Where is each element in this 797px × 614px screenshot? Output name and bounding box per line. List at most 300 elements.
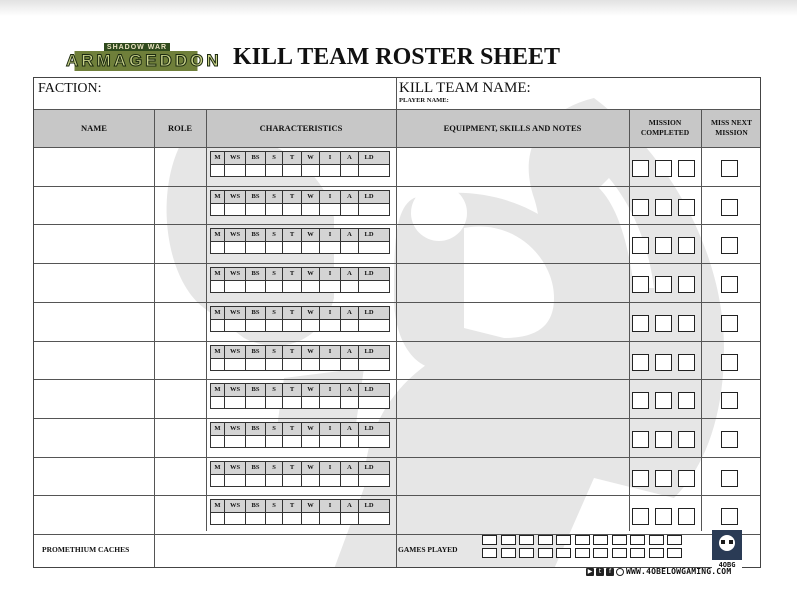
stat-header: W (302, 307, 320, 319)
characteristics-table[interactable] (210, 422, 390, 448)
grid-line (34, 341, 761, 342)
stat-value-field[interactable] (246, 165, 266, 177)
miss-next-mission-checkbox[interactable] (721, 276, 738, 293)
stat-value-field[interactable] (246, 359, 266, 371)
stat-value-field[interactable] (225, 320, 246, 332)
games-played-checkbox[interactable] (667, 535, 682, 545)
stat-value-field[interactable] (225, 436, 246, 448)
characteristics-value-row[interactable] (211, 359, 389, 371)
stat-header: BS (246, 423, 266, 435)
badge-text: 4OBG (718, 561, 736, 568)
games-played-checkbox[interactable] (501, 535, 516, 545)
stat-value-field[interactable] (246, 320, 266, 332)
games-played-checkbox[interactable] (667, 548, 682, 558)
stat-value-field[interactable] (283, 359, 302, 371)
mission-completed-checkbox[interactable] (632, 431, 649, 448)
stat-header: A (341, 152, 359, 164)
games-played-checkbox[interactable] (538, 535, 553, 545)
characteristics-table[interactable] (210, 383, 390, 409)
stat-value-field[interactable] (341, 436, 359, 448)
miss-next-mission-checkbox[interactable] (721, 315, 738, 332)
stat-header: LD (364, 308, 374, 316)
mission-completed-checkbox[interactable] (632, 392, 649, 409)
stat-header: BS (246, 229, 266, 241)
stat-header: W (302, 268, 320, 280)
games-played-label: GAMES PLAYED (398, 545, 458, 554)
stat-header: WS (225, 191, 246, 203)
miss-next-mission-checkbox[interactable] (721, 199, 738, 216)
characteristics-value-row[interactable] (211, 397, 389, 409)
stat-value-field[interactable] (341, 397, 359, 409)
facebook-icon[interactable]: f (606, 568, 614, 576)
stat-value-field[interactable] (211, 320, 225, 332)
mission-completed-checkbox[interactable] (655, 470, 672, 487)
stat-header: LD (364, 463, 374, 471)
stat-value-field[interactable] (246, 242, 266, 254)
games-played-checkbox[interactable] (612, 535, 627, 545)
characteristics-value-row[interactable] (211, 165, 389, 177)
stat-value-field[interactable] (341, 242, 359, 254)
stat-value-field[interactable] (266, 320, 283, 332)
stat-value-field[interactable] (320, 397, 341, 409)
stat-header: LD (364, 270, 374, 278)
stat-value-field[interactable] (225, 165, 246, 177)
stat-value-field[interactable] (266, 242, 283, 254)
stat-header: LD (364, 154, 374, 161)
stat-header: T (283, 384, 302, 396)
characteristics-header-row (211, 191, 389, 204)
mission-completed-checkbox[interactable] (678, 470, 695, 487)
stat-value-field[interactable] (320, 165, 341, 177)
stat-header: W (302, 229, 320, 241)
column-header-mission-completed: MISSION COMPLETED (629, 109, 701, 147)
stat-value-field[interactable] (359, 242, 379, 254)
stat-header: A (341, 423, 359, 435)
games-played-checkbox[interactable] (556, 535, 571, 545)
stat-header: W (302, 384, 320, 396)
stat-value-field[interactable] (320, 475, 341, 487)
characteristics-table[interactable] (210, 151, 390, 177)
stat-header: M (211, 191, 225, 203)
stat-header: WS (225, 152, 246, 164)
website-link[interactable]: WWW.4OBELOWGAMING.COM (626, 567, 732, 576)
grid-line (34, 418, 761, 419)
stat-header: T (283, 268, 302, 280)
stat-header: LD (364, 231, 374, 239)
stat-value-field[interactable] (266, 204, 283, 216)
stat-value-field[interactable] (283, 475, 302, 487)
stat-header: A (341, 268, 359, 280)
miss-next-mission-checkbox[interactable] (721, 354, 738, 371)
stat-header: M (211, 229, 225, 241)
stat-value-field[interactable] (246, 281, 266, 293)
column-header-role: ROLE (154, 109, 206, 147)
characteristics-header-row (211, 307, 389, 320)
stat-header: A (341, 384, 359, 396)
stat-header: A (341, 307, 359, 319)
stat-value-field[interactable] (283, 436, 302, 448)
roster-sheet (33, 77, 761, 568)
stat-value-field[interactable] (283, 242, 302, 254)
stat-value-field[interactable] (320, 436, 341, 448)
mission-completed-checkbox[interactable] (655, 276, 672, 293)
mission-completed-checkbox[interactable] (632, 160, 649, 177)
kill-team-name-label: KILL TEAM NAME: (399, 80, 531, 96)
stat-header: BS (246, 152, 266, 164)
mission-completed-checkbox[interactable] (655, 431, 672, 448)
stat-header: M (211, 500, 225, 512)
column-header-characteristics: CHARACTERISTICS (206, 109, 396, 147)
stat-header: T (283, 229, 302, 241)
mission-completed-checkbox[interactable] (678, 431, 695, 448)
characteristics-table[interactable] (210, 190, 390, 216)
stat-value-field[interactable] (211, 475, 225, 487)
stat-value-field[interactable] (246, 436, 266, 448)
stat-header: WS (225, 307, 246, 319)
characteristics-table[interactable] (210, 228, 390, 254)
stat-header: I (320, 462, 341, 474)
stat-value-field[interactable] (283, 165, 302, 177)
grid-line (34, 457, 761, 458)
stat-value-field[interactable] (302, 204, 320, 216)
stat-value-field[interactable] (341, 204, 359, 216)
stat-header: S (266, 191, 283, 203)
stat-value-field[interactable] (302, 242, 320, 254)
stat-value-field[interactable] (302, 320, 320, 332)
characteristics-value-row[interactable] (211, 513, 389, 525)
games-played-checkbox[interactable] (612, 548, 627, 558)
stat-header: M (211, 152, 225, 164)
stat-header: A (341, 191, 359, 203)
games-played-checkbox[interactable] (575, 535, 590, 545)
characteristics-table[interactable] (210, 461, 390, 487)
miss-next-mission-checkbox[interactable] (721, 431, 738, 448)
stat-header: W (302, 500, 320, 512)
stat-header: I (320, 346, 341, 358)
characteristics-table[interactable] (210, 499, 390, 525)
logo-wordmark: ARMAGEDDON (66, 51, 222, 70)
mission-completed-checkbox[interactable] (632, 354, 649, 371)
stat-value-field[interactable] (320, 204, 341, 216)
stat-header: S (266, 346, 283, 358)
stat-header: BS (246, 500, 266, 512)
stat-value-field[interactable] (211, 281, 225, 293)
characteristics-header-row (211, 384, 389, 397)
promethium-caches-label: PROMETHIUM CACHES (42, 545, 130, 554)
stat-header: T (283, 191, 302, 203)
mission-completed-checkbox[interactable] (655, 508, 672, 525)
grid-line (34, 495, 761, 496)
stat-header: M (211, 307, 225, 319)
characteristics-value-row[interactable] (211, 475, 389, 487)
games-played-checkbox[interactable] (482, 548, 497, 558)
mission-completed-checkbox[interactable] (678, 199, 695, 216)
stat-header: W (302, 152, 320, 164)
stat-value-field[interactable] (211, 359, 225, 371)
twitter-icon[interactable]: t (596, 568, 604, 576)
mission-completed-checkbox[interactable] (678, 315, 695, 332)
stat-header: WS (225, 500, 246, 512)
stat-value-field[interactable] (283, 281, 302, 293)
stat-header: BS (246, 462, 266, 474)
stat-value-field[interactable] (266, 513, 283, 525)
stat-value-field[interactable] (359, 397, 379, 409)
stat-header: WS (225, 229, 246, 241)
stat-value-field[interactable] (266, 475, 283, 487)
mission-completed-checkbox[interactable] (655, 199, 672, 216)
mission-completed-checkbox[interactable] (655, 392, 672, 409)
grid-line (34, 147, 761, 148)
stat-value-field[interactable] (341, 475, 359, 487)
stat-header: M (211, 346, 225, 358)
stat-header: W (302, 423, 320, 435)
stat-value-field[interactable] (359, 320, 379, 332)
player-name-label: PLAYER NAME: (399, 97, 449, 104)
stat-value-field[interactable] (225, 513, 246, 525)
stat-value-field[interactable] (302, 165, 320, 177)
stat-header: WS (225, 268, 246, 280)
characteristics-value-row[interactable] (211, 204, 389, 216)
stat-header: S (266, 462, 283, 474)
social-icons (586, 568, 624, 578)
stat-header: T (283, 152, 302, 164)
miss-next-mission-checkbox[interactable] (721, 508, 738, 525)
mission-completed-checkbox[interactable] (655, 160, 672, 177)
stat-value-field[interactable] (225, 242, 246, 254)
stat-header: BS (246, 307, 266, 319)
youtube-icon[interactable]: ▶ (587, 568, 593, 575)
stat-value-field[interactable] (246, 513, 266, 525)
mission-completed-checkbox[interactable] (678, 354, 695, 371)
stat-header: WS (225, 384, 246, 396)
stat-header: M (211, 268, 225, 280)
games-played-checkbox[interactable] (593, 548, 608, 558)
stat-value-field[interactable] (211, 513, 225, 525)
stat-header: S (266, 229, 283, 241)
stat-header: I (320, 268, 341, 280)
stat-value-field[interactable] (320, 359, 341, 371)
stat-header: BS (246, 191, 266, 203)
4obg-badge-icon (712, 530, 742, 568)
stat-header: M (211, 423, 225, 435)
stat-value-field[interactable] (302, 397, 320, 409)
characteristics-table[interactable] (210, 267, 390, 293)
stat-value-field[interactable] (302, 281, 320, 293)
mission-completed-checkbox[interactable] (632, 199, 649, 216)
characteristics-header-row (211, 462, 389, 475)
miss-next-mission-checkbox[interactable] (721, 237, 738, 254)
stat-value-field[interactable] (302, 513, 320, 525)
column-header-miss-next-mission: MISS NEXT MISSION (701, 109, 761, 147)
mission-completed-checkbox[interactable] (678, 276, 695, 293)
stat-header: T (283, 423, 302, 435)
stat-header: BS (246, 346, 266, 358)
stat-header: LD (364, 192, 374, 200)
stat-header: S (266, 500, 283, 512)
mission-completed-checkbox[interactable] (678, 237, 695, 254)
characteristics-value-row[interactable] (211, 320, 389, 332)
miss-next-mission-checkbox[interactable] (721, 470, 738, 487)
games-played-checkbox[interactable] (482, 535, 497, 545)
stat-value-field[interactable] (225, 475, 246, 487)
characteristics-table[interactable] (210, 306, 390, 332)
stat-value-field[interactable] (320, 320, 341, 332)
games-played-checkbox[interactable] (649, 548, 664, 558)
stat-header: I (320, 423, 341, 435)
stat-value-field[interactable] (320, 242, 341, 254)
stat-value-field[interactable] (246, 397, 266, 409)
mission-completed-checkbox[interactable] (632, 508, 649, 525)
grid-line (34, 186, 761, 187)
mission-completed-checkbox[interactable] (678, 508, 695, 525)
stat-value-field[interactable] (225, 204, 246, 216)
stat-value-field[interactable] (211, 397, 225, 409)
games-played-checkbox[interactable] (630, 548, 645, 558)
stat-value-field[interactable] (359, 165, 379, 177)
stat-value-field[interactable] (266, 281, 283, 293)
mission-completed-checkbox[interactable] (655, 315, 672, 332)
characteristics-value-row[interactable] (211, 242, 389, 254)
miss-next-mission-checkbox[interactable] (721, 160, 738, 177)
grid-line (701, 109, 702, 531)
stat-value-field[interactable] (225, 359, 246, 371)
stat-value-field[interactable] (283, 204, 302, 216)
miss-next-mission-checkbox[interactable] (721, 392, 738, 409)
top-shadow (0, 0, 797, 16)
stat-header: W (302, 191, 320, 203)
stat-header: WS (225, 423, 246, 435)
stat-value-field[interactable] (211, 204, 225, 216)
mission-completed-checkbox[interactable] (632, 315, 649, 332)
stat-value-field[interactable] (211, 242, 225, 254)
grid-line (34, 224, 761, 225)
stat-value-field[interactable] (320, 513, 341, 525)
mission-completed-checkbox[interactable] (678, 392, 695, 409)
games-played-checkbox[interactable] (519, 548, 534, 558)
stat-header: S (266, 268, 283, 280)
characteristics-value-row[interactable] (211, 436, 389, 448)
stat-value-field[interactable] (359, 475, 379, 487)
stat-value-field[interactable] (320, 281, 341, 293)
stat-value-field[interactable] (341, 513, 359, 525)
stat-value-field[interactable] (211, 436, 225, 448)
stat-header: I (320, 229, 341, 241)
stat-value-field[interactable] (246, 475, 266, 487)
characteristics-header-row (211, 346, 389, 359)
characteristics-value-row[interactable] (211, 281, 389, 293)
grid-line (154, 109, 155, 531)
characteristics-table[interactable] (210, 345, 390, 371)
faction-label: FACTION: (38, 81, 102, 96)
stat-value-field[interactable] (302, 359, 320, 371)
mission-completed-checkbox[interactable] (632, 237, 649, 254)
games-played-checkbox[interactable] (538, 548, 553, 558)
stat-value-field[interactable] (283, 320, 302, 332)
games-played-checkbox[interactable] (630, 535, 645, 545)
stat-header: T (283, 307, 302, 319)
grid-line (206, 109, 207, 531)
games-played-checkbox[interactable] (556, 548, 571, 558)
stat-header: LD (364, 502, 374, 510)
stat-header: I (320, 307, 341, 319)
grid-line (629, 109, 630, 531)
stat-header: T (283, 346, 302, 358)
grid-line (34, 263, 761, 264)
characteristics-header-row (211, 229, 389, 242)
column-header-name: NAME (34, 109, 154, 147)
stat-value-field[interactable] (359, 436, 379, 448)
stat-value-field[interactable] (283, 513, 302, 525)
stat-value-field[interactable] (359, 513, 379, 525)
stat-value-field[interactable] (246, 204, 266, 216)
stat-header: LD (364, 424, 374, 432)
stat-value-field[interactable] (359, 204, 379, 216)
stat-value-field[interactable] (266, 359, 283, 371)
podcast-icon[interactable] (616, 568, 624, 576)
stat-value-field[interactable] (302, 475, 320, 487)
grid-line (34, 302, 761, 303)
stat-header: BS (246, 384, 266, 396)
grid-line (154, 531, 155, 568)
shadow-war-armageddon-logo (66, 43, 222, 73)
stat-header: M (211, 384, 225, 396)
stat-value-field[interactable] (225, 397, 246, 409)
characteristics-header-row (211, 423, 389, 436)
stat-value-field[interactable] (341, 359, 359, 371)
stat-value-field[interactable] (266, 436, 283, 448)
stat-header: I (320, 191, 341, 203)
stat-header: W (302, 346, 320, 358)
stat-header: A (341, 229, 359, 241)
mission-completed-checkbox[interactable] (655, 354, 672, 371)
stat-value-field[interactable] (283, 397, 302, 409)
mission-completed-checkbox[interactable] (632, 276, 649, 293)
stat-value-field[interactable] (341, 165, 359, 177)
stat-header: I (320, 152, 341, 164)
stat-header: S (266, 307, 283, 319)
stat-header: BS (246, 268, 266, 280)
stat-header: T (283, 500, 302, 512)
stat-header: WS (225, 462, 246, 474)
stat-header: T (283, 462, 302, 474)
games-played-checkbox[interactable] (575, 548, 590, 558)
games-played-checkbox[interactable] (501, 548, 516, 558)
stat-value-field[interactable] (359, 281, 379, 293)
stat-value-field[interactable] (225, 281, 246, 293)
games-played-checkbox[interactable] (649, 535, 664, 545)
stat-value-field[interactable] (359, 359, 379, 371)
games-played-checkbox[interactable] (593, 535, 608, 545)
characteristics-header-row (211, 268, 389, 281)
stat-value-field[interactable] (302, 436, 320, 448)
stat-header: S (266, 423, 283, 435)
stat-header: S (266, 152, 283, 164)
stat-header: A (341, 462, 359, 474)
stat-value-field[interactable] (341, 281, 359, 293)
characteristics-header-row (211, 152, 389, 165)
mission-completed-checkbox[interactable] (655, 237, 672, 254)
stat-value-field[interactable] (266, 397, 283, 409)
characteristics-header-row (211, 500, 389, 513)
stat-value-field[interactable] (341, 320, 359, 332)
logo-subtitle: SHADOW WAR (104, 43, 170, 52)
stat-value-field[interactable] (211, 165, 225, 177)
stat-value-field[interactable] (266, 165, 283, 177)
mission-completed-checkbox[interactable] (678, 160, 695, 177)
games-played-checkbox[interactable] (519, 535, 534, 545)
grid-line (34, 109, 761, 110)
mission-completed-checkbox[interactable] (632, 470, 649, 487)
